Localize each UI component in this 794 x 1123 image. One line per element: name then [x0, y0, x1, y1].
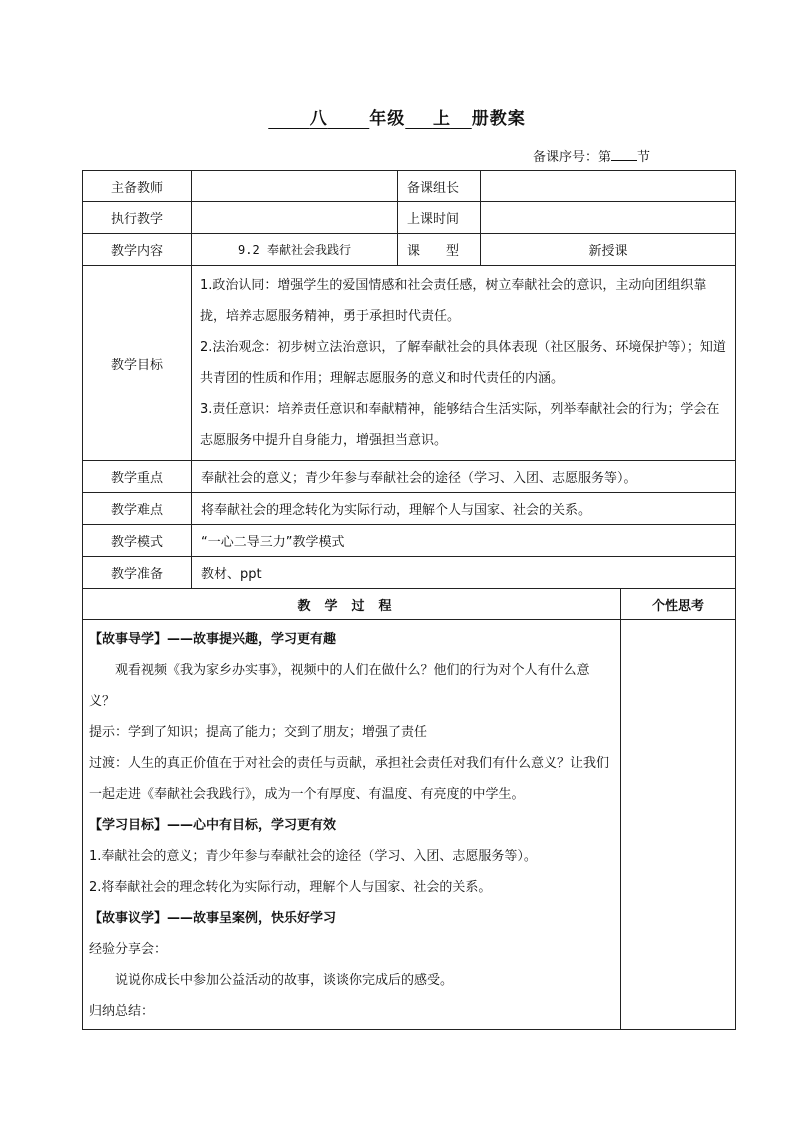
exec-value	[192, 202, 398, 234]
list-item: 2.将奉献社会的理念转化为实际行动，理解个人与国家、社会的关系。	[89, 880, 492, 895]
prep-label: 教学准备	[83, 557, 192, 589]
grade-blank: 八	[309, 109, 328, 129]
row-key	[83, 461, 736, 493]
goal-item: 2.法治观念：初步树立法治意识，了解奉献社会的具体表现（社区服务、环境保护等）；知道共青团的性质和作用；理解志愿服务的意义和时代责任的内涵。	[200, 340, 726, 386]
think-cell	[621, 620, 736, 1030]
teacher-label: 主备教师	[83, 171, 192, 202]
goals-content	[192, 266, 736, 461]
hard-value: 将奉献社会的理念转化为实际行动，理解个人与国家、社会的关系。	[192, 493, 736, 525]
volume-blank: 上	[432, 109, 451, 129]
leader-value	[481, 171, 736, 202]
paragraph: 说说你成长中参加公益活动的故事，谈谈你完成后的感受。	[115, 973, 454, 988]
row-exec	[83, 202, 736, 234]
hard-label: 教学难点	[83, 493, 192, 525]
lesson-plan-table	[82, 170, 736, 1030]
mode-label: 教学模式	[83, 525, 192, 557]
section-title: 【故事议学】——故事呈案例，快乐好学习	[89, 911, 337, 926]
prep-value: 教材、ppt	[192, 557, 736, 589]
content-label: 教学内容	[83, 234, 192, 266]
paragraph: 过渡：人生的真正价值在于对社会的责任与贡献，承担社会责任对我们有什么意义？让我们一起走进《奉献社会我践行》，成为一个有厚度、有温度、有亮度的中学生。	[89, 756, 610, 802]
type-value: 新授课	[481, 234, 736, 266]
time-value	[481, 202, 736, 234]
row-teacher	[83, 171, 736, 202]
key-label: 教学重点	[83, 461, 192, 493]
leader-label: 备课组长	[398, 171, 481, 202]
paragraph: 观看视频《我为家乡办实事》，视频中的人们在做什么？他们的行为对个人有什么意义？	[89, 663, 590, 709]
lesson-serial: 备课序号：第 节	[533, 150, 651, 165]
row-mode	[83, 525, 736, 557]
list-item: 1.奉献社会的意义；青少年参与奉献社会的途径（学习、入团、志愿服务等）。	[89, 849, 537, 864]
key-value: 奉献社会的意义；青少年参与奉献社会的途径（学习、入团、志愿服务等）。	[192, 461, 736, 493]
row-process-heading	[83, 589, 736, 620]
paragraph: 提示：学到了知识；提高了能力；交到了朋友；增强了责任	[89, 725, 428, 740]
row-process-body	[83, 620, 736, 1030]
goals-label: 教学目标	[83, 266, 192, 461]
process-body	[83, 620, 621, 1030]
goal-item: 1.政治认同：增强学生的爱国情感和社会责任感，树立奉献社会的意识，主动向团组织靠拢，培养志愿服务精神，勇于承担时代责任。	[200, 278, 707, 324]
exec-label: 执行教学	[83, 202, 192, 234]
row-content	[83, 234, 736, 266]
time-label: 上课时间	[398, 202, 481, 234]
section-title: 【学习目标】——心中有目标，学习更有效	[89, 818, 337, 833]
grade-suffix: 年级	[369, 109, 406, 129]
serial-blank	[611, 148, 637, 161]
section-title: 【故事导学】——故事提兴趣，学习更有趣	[89, 632, 337, 647]
mode-value: “一心二导三力”教学模式	[192, 525, 736, 557]
paragraph: 经验分享会：	[89, 942, 168, 957]
teacher-value	[192, 171, 398, 202]
goal-item: 3.责任意识：培养责任意识和奉献精神，能够结合生活实际，列举奉献社会的行为；学会在志愿服务中提升自身能力，增强担当意识。	[200, 402, 720, 448]
volume-suffix: 册教案	[471, 109, 526, 129]
type-label: 课 型	[398, 234, 481, 266]
document-title	[0, 104, 794, 129]
process-heading: 教学过程	[83, 589, 621, 620]
paragraph: 归纳总结：	[89, 1004, 155, 1019]
content-value: 9.2 奉献社会我践行	[192, 234, 398, 266]
think-heading: 个性思考	[621, 589, 736, 620]
row-goals	[83, 266, 736, 461]
row-prep	[83, 557, 736, 589]
row-hard	[83, 493, 736, 525]
